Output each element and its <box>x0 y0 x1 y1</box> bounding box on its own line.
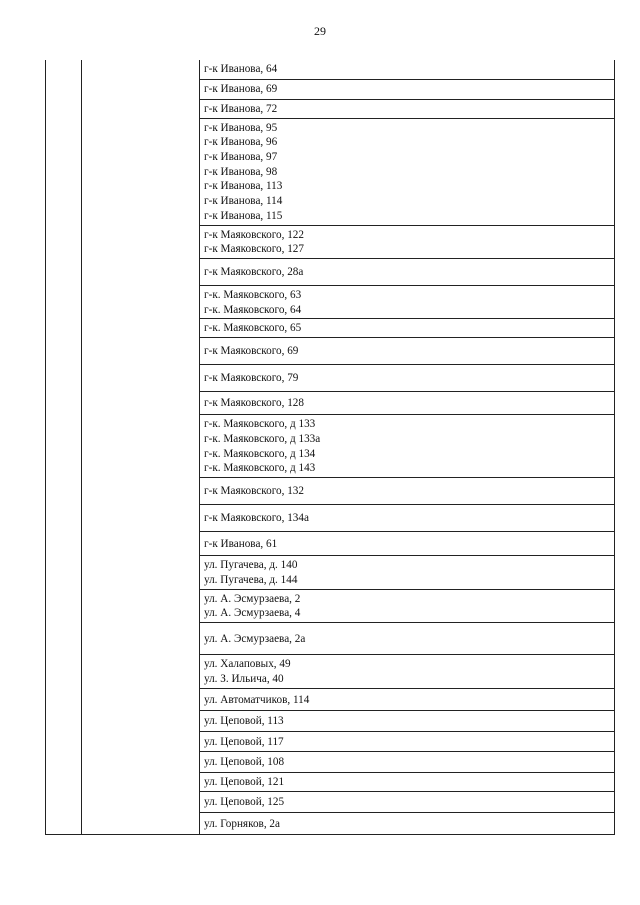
district-cell <box>82 118 200 225</box>
address-cell <box>200 338 615 365</box>
number-cell <box>46 505 82 532</box>
district-cell <box>82 731 200 751</box>
address-cell <box>200 285 615 318</box>
address-line: г-к Иванова, 97 <box>204 150 278 163</box>
address-line: ул. А. Эсмурзаева, 4 <box>204 607 301 620</box>
number-cell <box>46 589 82 622</box>
district-cell <box>82 710 200 731</box>
address-line: г-к Маяковского, 69 <box>204 345 299 358</box>
district-cell <box>82 319 200 338</box>
number-cell <box>46 622 82 654</box>
district-cell <box>82 505 200 532</box>
number-cell <box>46 258 82 285</box>
table-row <box>46 589 615 622</box>
district-cell <box>82 556 200 589</box>
address-line: ул. Пугачева, д. 140 <box>204 559 298 572</box>
number-cell <box>46 285 82 318</box>
address-line: ул. Цеповой, 113 <box>204 715 284 728</box>
address-line: г-к Маяковского, 132 <box>204 485 304 498</box>
address-table-body <box>46 60 615 834</box>
number-cell <box>46 532 82 556</box>
address-cell <box>200 731 615 751</box>
address-line: г-к Маяковского, 79 <box>204 372 299 385</box>
number-cell <box>46 731 82 751</box>
district-cell <box>82 654 200 688</box>
number-cell <box>46 99 82 118</box>
number-cell <box>46 60 82 79</box>
address-line: г-к. Маяковского, д 133 <box>204 418 316 431</box>
number-cell <box>46 365 82 392</box>
address-cell <box>200 79 615 99</box>
table-row <box>46 285 615 318</box>
address-line: г-к. Маяковского, 64 <box>204 303 302 316</box>
table-row <box>46 99 615 118</box>
district-cell <box>82 338 200 365</box>
district-cell <box>82 812 200 834</box>
address-line: ул. Цеповой, 125 <box>204 796 285 809</box>
district-cell <box>82 478 200 505</box>
address-cell <box>200 99 615 118</box>
address-cell <box>200 319 615 338</box>
table-row <box>46 731 615 751</box>
number-cell <box>46 772 82 791</box>
address-line: г-к. Маяковского, д 143 <box>204 462 316 475</box>
table-row <box>46 812 615 834</box>
address-line: г-к Иванова, 114 <box>204 195 283 208</box>
address-line: ул. Пугачева, д. 144 <box>204 573 298 586</box>
address-cell <box>200 225 615 258</box>
address-cell <box>200 688 615 710</box>
page-number: 29 <box>314 24 326 38</box>
number-cell <box>46 338 82 365</box>
district-cell <box>82 99 200 118</box>
address-line: г-к Маяковского, 127 <box>204 243 304 256</box>
address-cell <box>200 772 615 791</box>
district-cell <box>82 392 200 415</box>
district-cell <box>82 60 200 79</box>
address-cell <box>200 622 615 654</box>
table-row <box>46 415 615 478</box>
district-cell <box>82 415 200 478</box>
table-row <box>46 338 615 365</box>
table-row <box>46 258 615 285</box>
address-line: ул. Цеповой, 108 <box>204 756 285 769</box>
table-row <box>46 365 615 392</box>
table-row <box>46 60 615 79</box>
address-line: г-к. Маяковского, 65 <box>204 322 302 335</box>
table-row <box>46 319 615 338</box>
address-line: г-к Иванова, 69 <box>204 83 278 96</box>
address-cell <box>200 505 615 532</box>
address-cell <box>200 118 615 225</box>
district-cell <box>82 772 200 791</box>
number-cell <box>46 415 82 478</box>
table-row <box>46 710 615 731</box>
number-cell <box>46 688 82 710</box>
address-line: г-к Иванова, 115 <box>204 209 283 222</box>
district-cell <box>82 751 200 772</box>
address-line: г-к Иванова, 113 <box>204 180 283 193</box>
district-cell <box>82 589 200 622</box>
district-cell <box>82 532 200 556</box>
number-cell <box>46 118 82 225</box>
number-cell <box>46 751 82 772</box>
address-cell <box>200 392 615 415</box>
address-cell <box>200 589 615 622</box>
address-line: г-к. Маяковского, д 133а <box>204 433 321 446</box>
table-row <box>46 392 615 415</box>
address-cell <box>200 556 615 589</box>
address-cell <box>200 478 615 505</box>
table-row <box>46 79 615 99</box>
address-line: ул. Цеповой, 117 <box>204 735 284 748</box>
district-cell <box>82 365 200 392</box>
district-cell <box>82 688 200 710</box>
table-row <box>46 751 615 772</box>
address-line: ул. Горняков, 2а <box>204 817 280 830</box>
number-cell <box>46 478 82 505</box>
address-line: г-к Маяковского, 134а <box>204 512 309 525</box>
district-cell <box>82 225 200 258</box>
district-cell <box>82 258 200 285</box>
table-row <box>46 532 615 556</box>
address-line: г-к. Маяковского, д 134 <box>204 447 316 460</box>
address-line: ул. Автоматчиков, 114 <box>204 693 310 706</box>
number-cell <box>46 225 82 258</box>
address-cell <box>200 365 615 392</box>
number-cell <box>46 654 82 688</box>
number-cell <box>46 791 82 812</box>
address-cell <box>200 654 615 688</box>
address-line: г-к Иванова, 61 <box>204 537 278 550</box>
address-cell <box>200 258 615 285</box>
table-row <box>46 772 615 791</box>
address-cell <box>200 415 615 478</box>
address-line: ул. А. Эсмурзаева, 2а <box>204 632 306 645</box>
address-cell <box>200 791 615 812</box>
number-cell <box>46 79 82 99</box>
address-cell <box>200 710 615 731</box>
address-line: г-к. Маяковского, 63 <box>204 288 302 301</box>
address-line: ул. Халаповых, 49 <box>204 658 291 671</box>
address-line: г-к Иванова, 96 <box>204 136 278 149</box>
address-cell <box>200 751 615 772</box>
number-cell <box>46 710 82 731</box>
address-line: г-к Иванова, 72 <box>204 102 278 115</box>
table-row <box>46 505 615 532</box>
number-cell <box>46 392 82 415</box>
address-line: ул. З. Ильича, 40 <box>204 672 284 685</box>
address-cell <box>200 60 615 79</box>
number-cell <box>46 319 82 338</box>
table-row <box>46 688 615 710</box>
number-cell <box>46 812 82 834</box>
district-cell <box>82 791 200 812</box>
address-line: ул. Цеповой, 121 <box>204 776 285 789</box>
address-line: г-к Маяковского, 28а <box>204 266 304 279</box>
address-table <box>45 60 615 835</box>
table-row <box>46 622 615 654</box>
district-cell <box>82 622 200 654</box>
table-row <box>46 225 615 258</box>
address-line: г-к Маяковского, 128 <box>204 397 304 410</box>
table-row <box>46 118 615 225</box>
table-row <box>46 791 615 812</box>
table-row <box>46 654 615 688</box>
number-cell <box>46 556 82 589</box>
address-line: г-к Иванова, 95 <box>204 121 278 134</box>
district-cell <box>82 79 200 99</box>
table-row <box>46 478 615 505</box>
address-line: г-к Иванова, 64 <box>204 63 278 76</box>
district-cell <box>82 285 200 318</box>
address-line: г-к Маяковского, 122 <box>204 228 304 241</box>
address-line: ул. А. Эсмурзаева, 2 <box>204 592 301 605</box>
address-line: г-к Иванова, 98 <box>204 165 278 178</box>
table-row <box>46 556 615 589</box>
address-cell <box>200 532 615 556</box>
address-cell <box>200 812 615 834</box>
